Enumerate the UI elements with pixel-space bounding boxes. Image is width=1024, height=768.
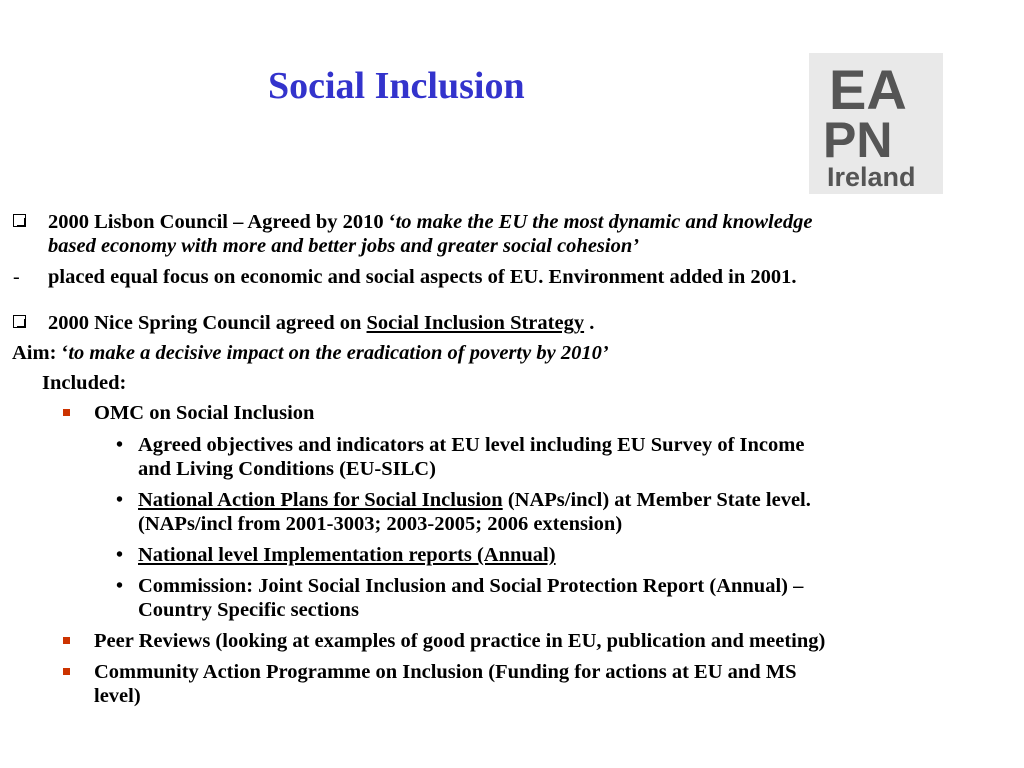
- omc-item: OMC on Social Inclusion: [94, 402, 315, 424]
- bullet-dot-icon: •: [116, 434, 124, 456]
- logo-bottom-text: Ireland: [827, 162, 916, 192]
- community-action-line-1: Community Action Programme on Inclusion (Funding for actions at EU and MS: [94, 661, 797, 683]
- included-heading: Included:: [42, 372, 127, 394]
- social-inclusion-strategy-link[interactable]: Social Inclusion Strategy: [366, 312, 585, 334]
- square-bullet-icon: [63, 668, 70, 675]
- bullet-dot-icon: •: [116, 544, 124, 566]
- naps-line-2: (NAPs/incl from 2001-3003; 2003-2005; 2006 extension): [138, 513, 623, 535]
- logo-top-text: EA: [829, 58, 907, 121]
- naps-link[interactable]: National Action Plans for Social Inclusion: [138, 489, 503, 511]
- aim-line: [12, 341, 609, 365]
- commission-line-2: Country Specific sections: [138, 599, 359, 621]
- dash-bullet: -: [13, 266, 20, 288]
- bullet-dot-icon: •: [116, 489, 124, 511]
- lisbon-line-1: [48, 210, 812, 234]
- nice-council-line: [48, 311, 594, 335]
- lisbon-focus-text: placed equal focus on economic and social aspects of EU. Environment added in 2001.: [48, 266, 797, 288]
- objectives-line-1: Agreed objectives and indicators at EU level including EU Survey of Income: [138, 434, 805, 456]
- implementation-reports-link[interactable]: National level Implementation reports (Annual): [138, 544, 556, 566]
- commission-line-1: Commission: Joint Social Inclusion and Social Protection Report (Annual) –: [138, 575, 804, 597]
- square-bullet-icon: [63, 637, 70, 644]
- peer-reviews-item: Peer Reviews (looking at examples of good practice in EU, publication and meeting): [94, 630, 826, 652]
- checkbox-bullet-icon: [13, 214, 26, 227]
- slide-title: Social Inclusion: [268, 65, 525, 107]
- objectives-line-2: and Living Conditions (EU-SILC): [138, 458, 436, 480]
- checkbox-bullet-icon: [13, 315, 26, 328]
- nice-prefix: 2000 Nice Spring Council agreed on: [48, 312, 367, 334]
- naps-rest: (NAPs/incl) at Member State level.: [502, 489, 811, 511]
- aim-label: Aim: ‘: [12, 342, 69, 364]
- square-bullet-icon: [63, 409, 70, 416]
- aim-quote: to make a decisive impact on the eradication of poverty by 2010’: [68, 342, 609, 364]
- lisbon-prefix: 2000 Lisbon Council – Agreed by 2010 ‘: [48, 211, 396, 233]
- naps-line-1: [138, 488, 811, 512]
- lisbon-line-2: based economy with more and better jobs and greater social cohesion’: [48, 235, 640, 257]
- bullet-dot-icon: •: [116, 575, 124, 597]
- nice-suffix: .: [584, 312, 595, 334]
- community-action-line-2: level): [94, 685, 141, 707]
- lisbon-quote-part1: to make the EU the most dynamic and knowledge: [395, 211, 813, 233]
- logo-mid-text: PN: [823, 112, 893, 168]
